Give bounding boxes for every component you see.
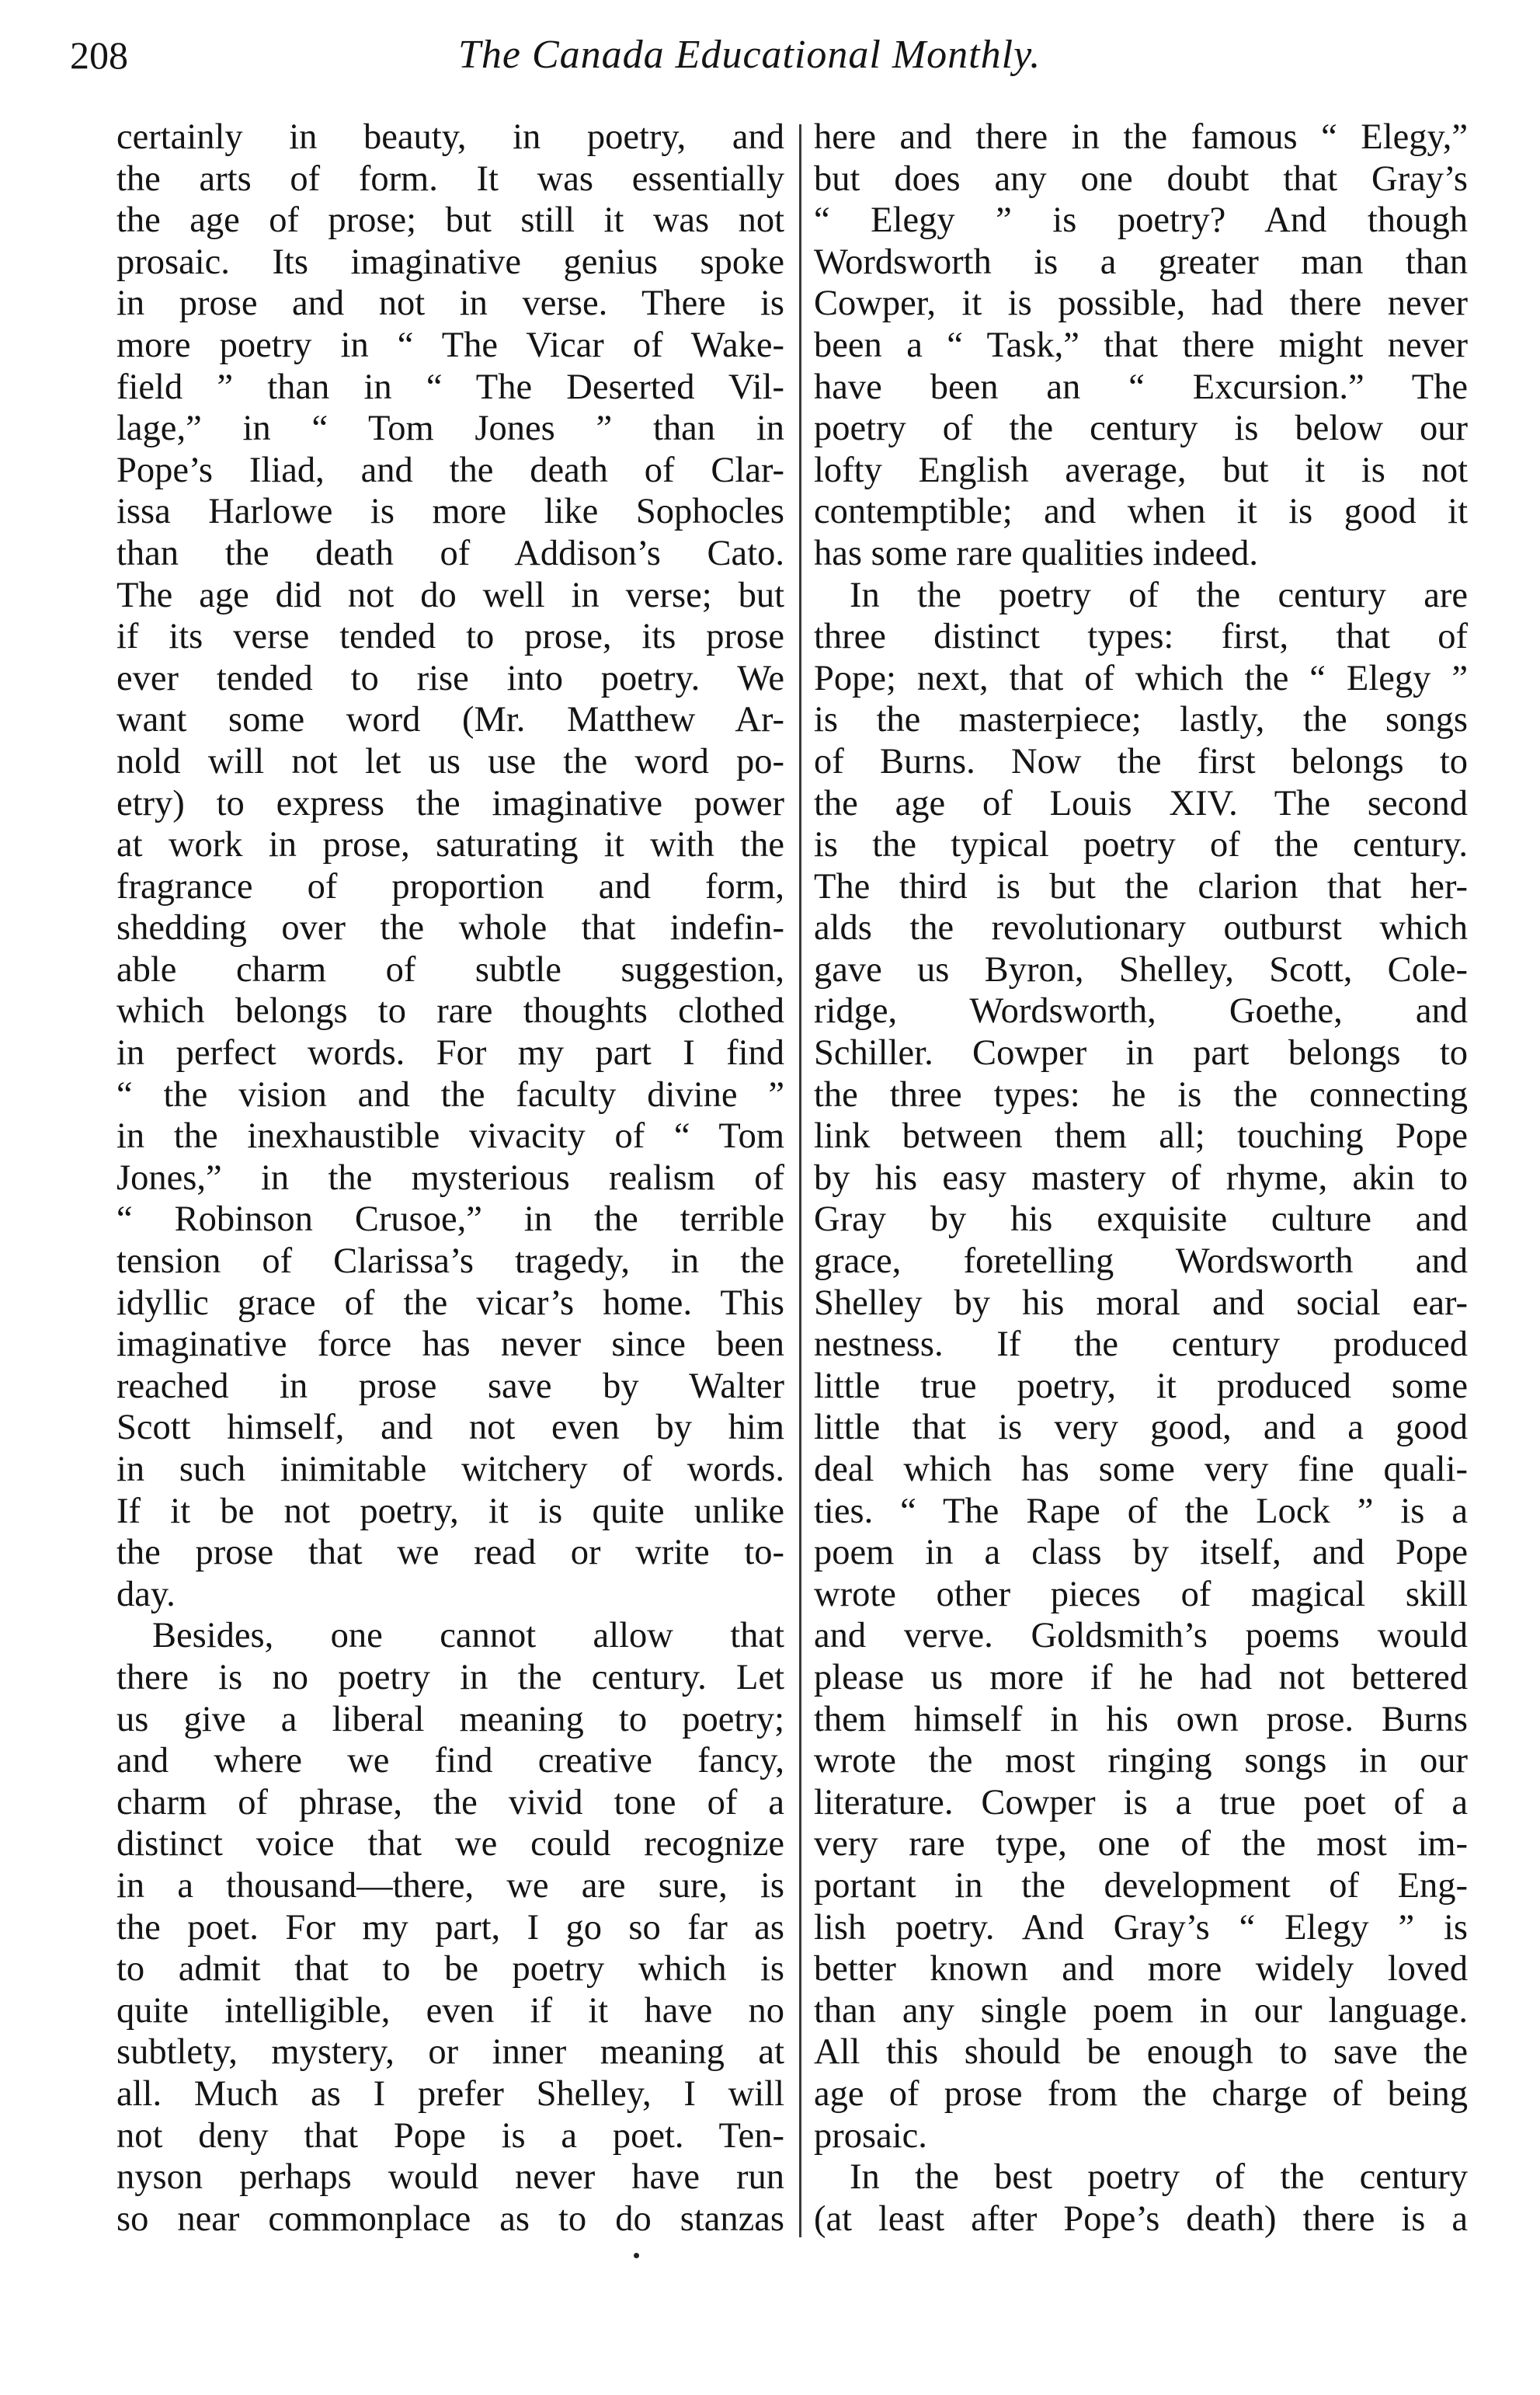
text-line: Gray by his exquisite culture and bbox=[814, 1199, 1468, 1240]
running-header bbox=[70, 28, 1437, 82]
text-line: prosaic. Its imaginative genius spoke bbox=[116, 242, 784, 282]
text-line: Wordsworth is a greater man than bbox=[814, 242, 1468, 282]
text-line: lage,” in “ Tom Jones ” than in bbox=[116, 409, 784, 449]
text-line: nyson perhaps would never have run bbox=[116, 2157, 784, 2198]
text-line: them himself in his own prose. Burns bbox=[814, 1699, 1468, 1739]
text-line: but does any one doubt that Gray’s bbox=[814, 158, 1468, 199]
text-line: ridge, Wordsworth, Goethe, and bbox=[814, 991, 1468, 1032]
text-line: the prose that we read or write to- bbox=[116, 1533, 784, 1573]
text-line: able charm of subtle suggestion, bbox=[116, 949, 784, 990]
text-line: In the best poetry of the century bbox=[850, 2157, 1468, 2198]
left-column bbox=[116, 117, 784, 2240]
text-line: than the death of Addison’s Cato. bbox=[116, 533, 784, 573]
text-line: at work in prose, saturating it with the bbox=[116, 825, 784, 865]
text-line: wrote other pieces of magical skill bbox=[814, 1574, 1468, 1614]
text-line: nold will not let us use the word po- bbox=[116, 741, 784, 782]
text-line: fragrance of proportion and form, bbox=[116, 866, 784, 907]
text-line: little true poetry, it produced some bbox=[814, 1366, 1468, 1406]
text-line: charm of phrase, the vivid tone of a bbox=[116, 1782, 784, 1822]
text-line: grace, foretelling Wordsworth and bbox=[814, 1241, 1468, 1282]
text-line: “ Robinson Crusoe,” in the terrible bbox=[116, 1199, 784, 1240]
text-line: literature. Cowper is a true poet of a bbox=[814, 1782, 1468, 1822]
text-line: Jones,” in the mysterious realism of bbox=[116, 1157, 784, 1198]
text-line: Shelley by his moral and social ear- bbox=[814, 1283, 1468, 1323]
text-line: portant in the development of Eng- bbox=[814, 1865, 1468, 1906]
text-line: more poetry in “ The Vicar of Wake- bbox=[116, 325, 784, 365]
text-line: has some rare qualities indeed. bbox=[814, 533, 1259, 573]
text-line: gave us Byron, Shelley, Scott, Cole- bbox=[814, 949, 1468, 990]
text-line: “ the vision and the faculty divine ” bbox=[116, 1074, 784, 1115]
text-line: in prose and not in verse. There is bbox=[116, 284, 784, 324]
text-line: and where we find creative fancy, bbox=[116, 1741, 784, 1781]
text-line: Pope; next, that of which the “ Elegy ” bbox=[814, 658, 1468, 698]
text-line: there is no poetry in the century. Let bbox=[116, 1657, 784, 1697]
text-line: than any single poem in our language. bbox=[814, 1990, 1468, 2031]
text-line: in such inimitable witchery of words. bbox=[116, 1450, 784, 1489]
text-line: poem in a class by itself, and Pope bbox=[814, 1533, 1468, 1573]
right-column bbox=[814, 117, 1468, 2240]
text-line: field ” than in “ The Deserted Vil- bbox=[116, 367, 784, 407]
text-line: Pope’s Iliad, and the death of Clar- bbox=[116, 450, 784, 490]
column-divider bbox=[799, 124, 801, 2237]
text-line: poetry of the century is below our bbox=[814, 409, 1468, 449]
text-line: deal which has some very fine quali- bbox=[814, 1450, 1468, 1489]
text-line: day. bbox=[116, 1574, 176, 1614]
text-line: three distinct types: first, that of bbox=[814, 617, 1468, 657]
text-line: very rare type, one of the most im- bbox=[814, 1824, 1468, 1864]
text-line: to admit that to be poetry which is bbox=[116, 1949, 784, 1989]
text-line: tension of Clarissa’s tragedy, in the bbox=[116, 1241, 784, 1282]
text-line: reached in prose save by Walter bbox=[116, 1366, 784, 1406]
text-line: distinct voice that we could recognize bbox=[116, 1824, 784, 1864]
text-line: lish poetry. And Gray’s “ Elegy ” is bbox=[814, 1907, 1468, 1948]
text-line: been a “ Task,” that there might never bbox=[814, 325, 1468, 365]
text-line: etry) to express the imaginative power bbox=[116, 783, 784, 823]
text-line: If it be not poetry, it is quite unlike bbox=[116, 1491, 784, 1531]
text-line: link between them all; touching Pope bbox=[814, 1116, 1468, 1157]
text-line: lofty English average, but it is not bbox=[814, 450, 1468, 490]
text-line: the arts of form. It was essentially bbox=[116, 158, 784, 199]
text-line: issa Harlowe is more like Sophocles bbox=[116, 492, 784, 532]
text-line: imaginative force has never since been bbox=[116, 1325, 784, 1365]
text-line: if its verse tended to prose, its prose bbox=[116, 617, 784, 657]
text-line: by his easy mastery of rhyme, akin to bbox=[814, 1157, 1468, 1198]
text-line: subtlety, mystery, or inner meaning at bbox=[116, 2032, 784, 2073]
text-line: In the poetry of the century are bbox=[850, 575, 1468, 615]
page-number: 208 bbox=[70, 33, 128, 77]
text-line: alds the revolutionary outburst which bbox=[814, 908, 1468, 949]
text-line: the three types: he is the connecting bbox=[814, 1074, 1468, 1115]
text-line: ever tended to rise into poetry. We bbox=[116, 658, 784, 698]
text-line: Scott himself, and not even by him bbox=[116, 1408, 784, 1448]
text-line: shedding over the whole that indefin- bbox=[116, 908, 784, 949]
text-line: please us more if he had not bettered bbox=[814, 1657, 1468, 1697]
running-title: The Canada Educational Monthly. bbox=[458, 33, 1041, 77]
text-line: the poet. For my part, I go so far as bbox=[116, 1907, 784, 1948]
text-line: The third is but the clarion that her- bbox=[814, 866, 1468, 907]
text-line: is the typical poetry of the century. bbox=[814, 825, 1468, 865]
text-line: “ Elegy ” is poetry? And though bbox=[814, 200, 1468, 241]
text-line: little that is very good, and a good bbox=[814, 1408, 1468, 1448]
text-line: contemptible; and when it is good it bbox=[814, 492, 1468, 532]
text-line: prosaic. bbox=[814, 2115, 927, 2156]
text-line: the age of Louis XIV. The second bbox=[814, 783, 1468, 823]
text-line: Cowper, it is possible, had there never bbox=[814, 284, 1468, 324]
text-line: nestness. If the century produced bbox=[814, 1325, 1468, 1365]
text-line: better known and more widely loved bbox=[814, 1949, 1468, 1989]
text-line: of Burns. Now the first belongs to bbox=[814, 741, 1468, 782]
text-line: not deny that Pope is a poet. Ten- bbox=[116, 2115, 784, 2156]
text-line: All this should be enough to save the bbox=[814, 2032, 1468, 2073]
text-line: which belongs to rare thoughts clothed bbox=[116, 991, 784, 1032]
text-line: in perfect words. For my part I find bbox=[116, 1033, 784, 1074]
text-line: The age did not do well in verse; but bbox=[116, 575, 784, 615]
text-line: wrote the most ringing songs in our bbox=[814, 1741, 1468, 1781]
text-line: want some word (Mr. Matthew Ar- bbox=[116, 700, 784, 740]
text-line: have been an “ Excursion.” The bbox=[814, 367, 1468, 407]
text-line: (at least after Pope’s death) there is a bbox=[814, 2198, 1468, 2239]
text-line: quite intelligible, even if it have no bbox=[116, 1990, 784, 2031]
text-line: the age of prose; but still it was not bbox=[116, 200, 784, 241]
text-line: certainly in beauty, in poetry, and bbox=[116, 117, 784, 157]
text-line: all. Much as I prefer Shelley, I will bbox=[116, 2073, 784, 2114]
text-line: Schiller. Cowper in part belongs to bbox=[814, 1033, 1468, 1074]
footer-dot bbox=[634, 2253, 639, 2258]
text-line: idyllic grace of the vicar’s home. This bbox=[116, 1283, 784, 1323]
text-line: us give a liberal meaning to poetry; bbox=[116, 1699, 784, 1739]
text-line: Besides, one cannot allow that bbox=[152, 1616, 784, 1656]
text-line: here and there in the famous “ Elegy,” bbox=[814, 117, 1468, 157]
text-line: so near commonplace as to do stanzas bbox=[116, 2198, 784, 2239]
text-line: in a thousand—there, we are sure, is bbox=[116, 1865, 784, 1906]
text-line: and verve. Goldsmith’s poems would bbox=[814, 1616, 1468, 1656]
text-line: in the inexhaustible vivacity of “ Tom bbox=[116, 1116, 784, 1157]
text-line: ties. “ The Rape of the Lock ” is a bbox=[814, 1491, 1468, 1531]
text-line: is the masterpiece; lastly, the songs bbox=[814, 700, 1468, 740]
text-line: age of prose from the charge of being bbox=[814, 2073, 1468, 2114]
